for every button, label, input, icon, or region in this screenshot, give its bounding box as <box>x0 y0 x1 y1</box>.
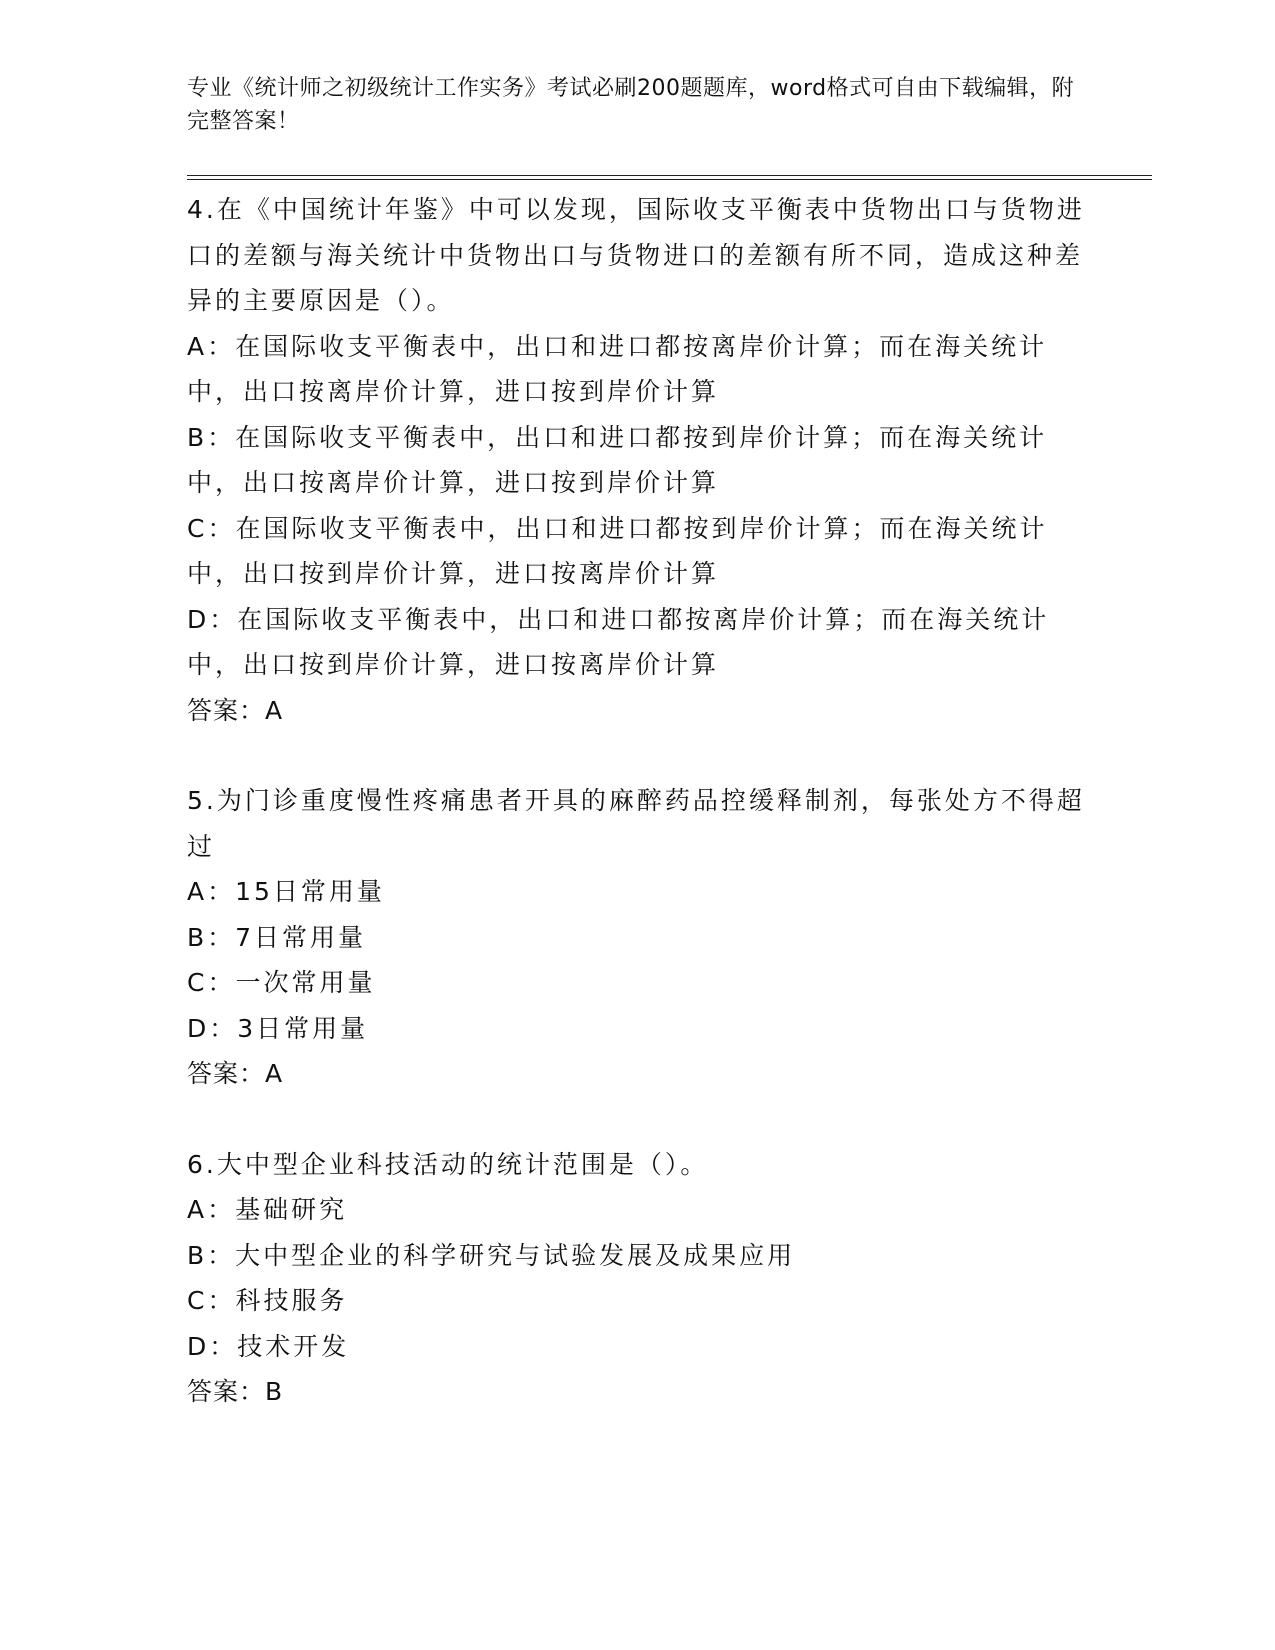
option-key: A： <box>187 331 236 361</box>
option-d <box>187 1006 1087 1052</box>
option-key: A： <box>187 1195 236 1224</box>
option-b <box>187 915 1087 961</box>
option-a <box>187 324 1087 415</box>
option-b <box>187 1233 1087 1279</box>
option-c <box>187 1278 1087 1324</box>
option-key: D： <box>187 1013 238 1043</box>
question-list <box>187 187 1087 1415</box>
answer-line: 答案：A <box>187 695 284 725</box>
option-b <box>187 415 1087 506</box>
option-text: 技术开发 <box>237 1331 350 1361</box>
option-text: 在国际收支平衡表中，出口和进口都按到岸价计算；而在海关统计中，出口按离岸价计算，进口按到岸价计算 <box>187 422 1048 497</box>
option-key: D： <box>187 604 238 634</box>
option-key: C： <box>187 513 236 543</box>
option-text: 一次常用量 <box>235 968 376 997</box>
question-4 <box>187 187 1087 733</box>
option-text: 15日常用量 <box>235 877 385 906</box>
question-6 <box>187 1142 1087 1415</box>
option-key: C： <box>187 1286 236 1315</box>
header-divider <box>187 175 1152 180</box>
option-text: 在国际收支平衡表中，出口和进口都按到岸价计算；而在海关统计中，出口按到岸价计算，进口按离岸价计算 <box>187 513 1048 588</box>
option-d <box>187 597 1087 688</box>
question-5 <box>187 778 1087 1097</box>
option-text: 7日常用量 <box>235 922 367 952</box>
option-c <box>187 960 1087 1006</box>
option-key: B： <box>187 1240 236 1270</box>
option-text: 在国际收支平衡表中，出口和进口都按离岸价计算；而在海关统计中，出口按离岸价计算，进口按到岸价计算 <box>187 331 1048 406</box>
option-text: 在国际收支平衡表中，出口和进口都按离岸价计算；而在海关统计中，出口按到岸价计算，进口按离岸价计算 <box>187 604 1050 679</box>
answer-line: 答案：B <box>187 1377 284 1406</box>
document-header: 专业《统计师之初级统计工作实务》考试必刷200题题库，word格式可自由下载编辑，附完整答案！ <box>187 76 1075 134</box>
option-d <box>187 1324 1087 1370</box>
option-key: B： <box>187 922 236 952</box>
option-a <box>187 1187 1087 1233</box>
option-text: 大中型企业的科学研究与试验发展及成果应用 <box>235 1240 796 1270</box>
option-c <box>187 506 1087 597</box>
option-key: D： <box>187 1331 238 1361</box>
question-stem: 6.大中型企业科技活动的统计范围是（）。 <box>187 1149 709 1179</box>
answer-line: 答案：A <box>187 1059 284 1088</box>
question-stem: 4.在《中国统计年鉴》中可以发现，国际收支平衡表中货物出口与货物进口的差额与海关统计中货物出口与货物进口的差额有所不同，造成这种差异的主要原因是（）。 <box>187 195 1085 315</box>
option-key: A： <box>187 877 236 906</box>
option-text: 基础研究 <box>235 1195 348 1224</box>
option-a <box>187 869 1087 915</box>
option-text: 科技服务 <box>235 1286 348 1315</box>
option-key: B： <box>187 422 236 452</box>
option-text: 3日常用量 <box>237 1013 369 1043</box>
option-key: C： <box>187 968 236 997</box>
question-stem: 5.为门诊重度慢性疼痛患者开具的麻醉药品控缓释制剂，每张处方不得超过 <box>187 786 1085 861</box>
